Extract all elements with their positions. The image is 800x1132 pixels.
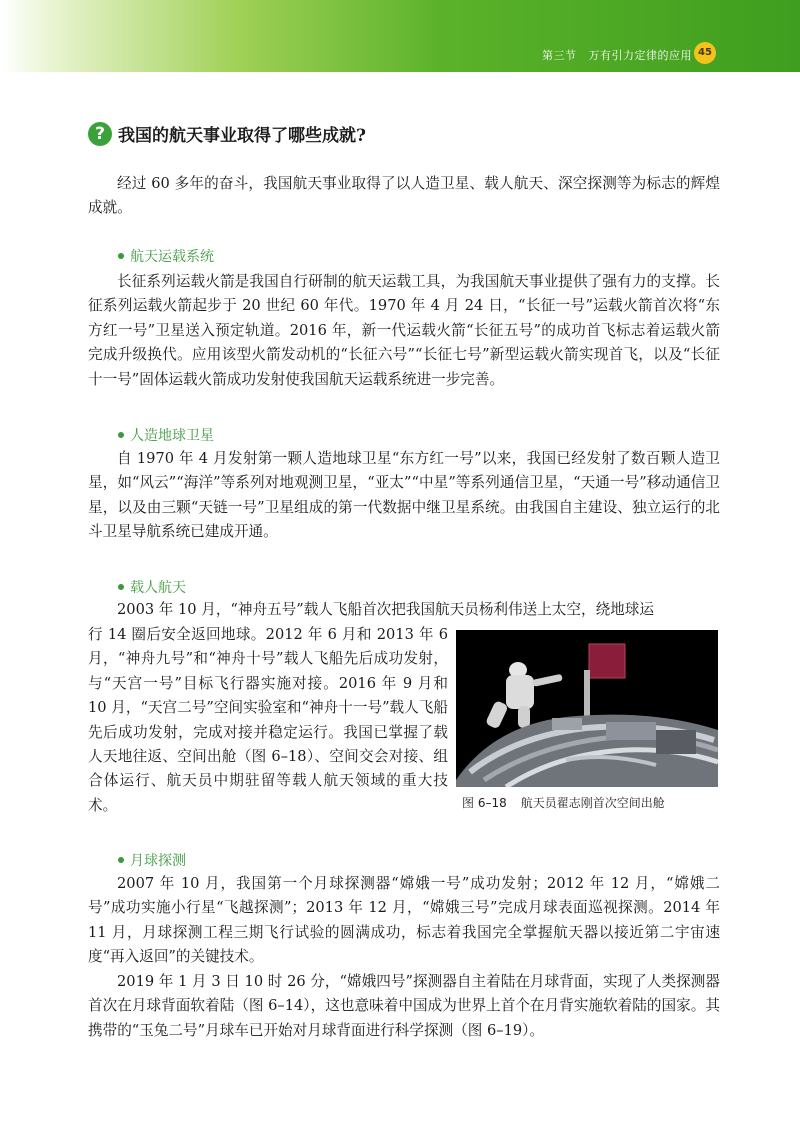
figure-caption (462, 794, 665, 811)
bullet-dot-icon (118, 432, 124, 438)
bullet-dot-icon (118, 253, 124, 259)
figure-number: 图 6–18 (462, 796, 507, 810)
running-header (542, 47, 692, 63)
subheading-label: 航天运载系统 (130, 249, 214, 265)
subheading-crewed-spaceflight (118, 577, 186, 597)
subheading-label: 人造地球卫星 (130, 428, 214, 444)
spacewalk-illustration (456, 630, 718, 787)
header-chapter-title: 万有引力定律的应用 (588, 49, 692, 62)
paragraph-launch-systems: 长征系列运载火箭是我国自行研制的航天运载工具，为我国航天事业提供了强有力的支撑。长征系列运载火箭起步于 20 世纪 60 年代。1970 年 4 月 24 日，“长征一号”运载火箭首次将“东方红一号”卫星送入预定轨道。2016 年，新一代运载火箭“长征五号”的成功首飞标志着运载火箭完成升级换代。应用该型火箭发动机的“长征六号”“长征七号”新型运载火箭实现首飞，以及“长征十一号”固体运载火箭成功发射使我国航天运载系统进一步完善。 (88, 273, 720, 388)
paragraph-lunar-1: 2007 年 10 月，我国第一个月球探测器“嫦娥一号”成功发射；2012 年 12 月，“嫦娥二号”成功实施小行星“飞越探测”；2013 年 12 月，“嫦娥三号”完成月球表面巡视探测。2014 年 11 月，月球探测工程三期飞行试验的圆满成功，标志着我国完全掌握航天器以接近第二宇宙速度“再入返回”的关键技术。 (88, 875, 720, 966)
bullet-dot-icon (118, 584, 124, 590)
header-section: 第三节 (542, 49, 577, 62)
paragraph-lunar-2: 2019 年 1 月 3 日 10 时 26 分，“嫦娥四号”探测器自主着陆在月球背面，实现了人类探测器首次在月球背面软着陆（图 6–14），这也意味着中国成为世界上首个在月背实施软着陆的国家。其携带的“玉兔二号”月球车已开始对月球背面进行科学探测（图 6–19）。 (88, 973, 720, 1039)
paragraph-crewed-body: 行 14 圈后安全返回地球。2012 年 6 月和 2013 年 6 月，“神舟九号”和“神舟十号”载人飞船先后成功发射，与“天宫一号”目标飞行器实施对接。2016 年 9 月和 10 月，“天宫二号”空间实验室和“神舟十一号”载人飞船先后成功发射，完成对接并稳定运行。我国已掌握了载人天地往返、空间出舱（图 6–18）、空间交会对接、组合体运行、航天员中期驻留等载人航天领域的重大技术。 (88, 626, 448, 814)
page-number-badge: 45 (694, 42, 716, 64)
intro-paragraph: 经过 60 多年的奋斗，我国航天事业取得了以人造卫星、载人航天、深空探测等为标志的辉煌成就。 (88, 175, 720, 217)
paragraph-crewed-line1: 2003 年 10 月，“神舟五号”载人飞船首次把我国航天员杨利伟送上太空，绕地球运 (117, 601, 654, 618)
figure-caption-text: 航天员翟志刚首次空间出舱 (520, 796, 665, 810)
subheading-launch-systems (118, 246, 214, 266)
bullet-dot-icon (118, 857, 124, 863)
section-title: 我国的航天事业取得了哪些成就? (118, 126, 366, 146)
subheading-label: 月球探测 (130, 853, 186, 869)
subheading-lunar-exploration (118, 850, 186, 870)
question-mark-icon: ? (88, 122, 112, 146)
paragraph-satellites: 自 1970 年 4 月发射第一颗人造地球卫星“东方红一号”以来，我国已经发射了数百颗人造卫星，如“风云”“海洋”等系列对地观测卫星，“亚太”“中星”等系列通信卫星，“天通一号”移动通信卫星，以及由三颗“天链一号”卫星组成的第一代数据中继卫星系统。由我国自主建设、独立运行的北斗卫星导航系统已建成开通。 (88, 450, 720, 541)
subheading-satellites (118, 425, 214, 445)
figure-spacewalk-photo (456, 630, 718, 787)
subheading-label: 载人航天 (130, 580, 186, 596)
